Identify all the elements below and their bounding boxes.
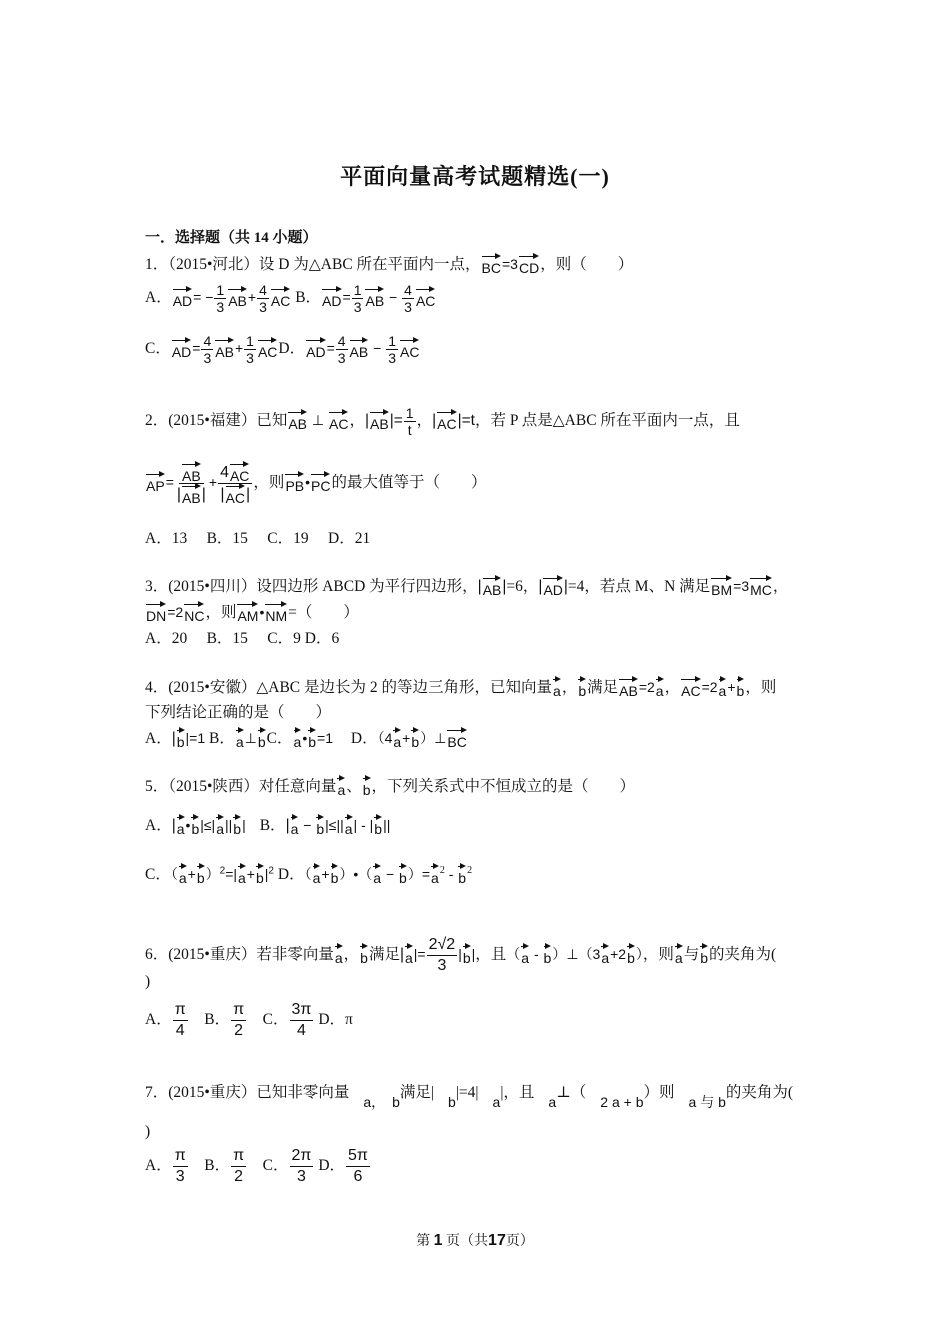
question-1-stem: 1．（2015•河北）设 D 为△ABC 所在平面内一点，BC=3CD，则（ ） (145, 256, 634, 276)
question-4-options: A．|b|=1 B．a⊥bC．a•b=1 D．（4a+b）⊥BC (145, 730, 467, 750)
question-5-stem: 5．（2015•陕西）对任意向量a、b，下列关系式中不恒成立的是（ ） (145, 778, 636, 798)
question-7-options: A． $\frac{\pi}{3}$ B． $\frac{\pi}{2}$ C． $\frac{2\pi}{3}$ D． $\frac{5\pi}{6}$ (145, 1147, 368, 1185)
question-3-stem: 3．(2015•四川）设四边形 ABCD 为平行四边形，|AB|=6，|AD|=4，若点 M、N 满足BM=3MC， (145, 578, 789, 598)
question-6-options: A． $\frac{\pi}{4}$ B． $\frac{\pi}{2}$ C． $\frac{3\pi}{4}$ D．π (145, 1001, 353, 1039)
question-3-stem-2: DN=2NC，则AM•NM=（ ） (146, 604, 359, 624)
question-4-stem-2: 下列结论正确的是（ ） (145, 704, 332, 721)
page-total: 17 (488, 1232, 506, 1249)
question-5-options-cd: C．$(a+b)^2=|a+b|^2$ D．（a+b）•（a − $b)=a^2 - b^2$ (145, 864, 473, 886)
question-7-stem: 7．(2015•重庆）已知非零向量 a， b满足| b|=4| a|，且 a⊥（ 2 a + b）则 a 与 b的夹角为( (145, 1084, 794, 1110)
question-2-stem: 2．(2015•福建）已知AB ⊥ AC，|AB|= $\frac{1}{t}$ ，|AC|=t，若 P 点是△ABC 所在平面内一点，且 (145, 405, 740, 438)
question-4-stem: 4．(2015•安徽）△ABC 是边长为 2 的等边三角形，已知向量a，b满足AB=2a，AC=2a+b，则 (145, 679, 777, 699)
question-7-stem-2: ) (145, 1123, 151, 1140)
question-3-options: A．20 B．15 C．9 D．6 (145, 630, 340, 647)
question-2-options: A．13 B．15 C．19 D．21 (145, 530, 371, 547)
section-heading: 一．选择题（共 14 小题） (145, 230, 318, 246)
page-footer: 第 1 页（共17页） (416, 1232, 534, 1249)
question-6-stem-2: ) (145, 973, 151, 990)
question-5-options-ab: A．|a•b|≤|a||b| B．|a − b|≤||a| - |b|| (145, 817, 391, 837)
question-6-stem: 6．(2015•重庆）若非零向量a，b满足|a|= $\frac{2√2}{3}$ |b|，且（a - b）⊥（3a+2b），则a与b的夹角为( (145, 936, 777, 974)
question-1-options-ab: A．AD= − $\frac{1}{3}$ AB+ $\frac{4}{3}$ AC B．AD= $\frac{1}{3}$ AB − $\frac{4}{3}$ AC (145, 282, 436, 315)
question-2-stem-2: AP= $\frac{AB}{|AB|}$ + $\frac{4AC}{|AC|}$ ，则PB•PC的最大值等于（ ） (146, 464, 487, 506)
question-1-options-cd: C．AD= $\frac{4}{3}$ AB+ $\frac{1}{3}$ ACD．AD= $\frac{4}{3}$ AB − $\frac{1}{3}$ AC (145, 333, 420, 366)
page-title: 平面向量高考试题精选(一) (340, 164, 610, 189)
page-number: 1 (433, 1232, 443, 1249)
